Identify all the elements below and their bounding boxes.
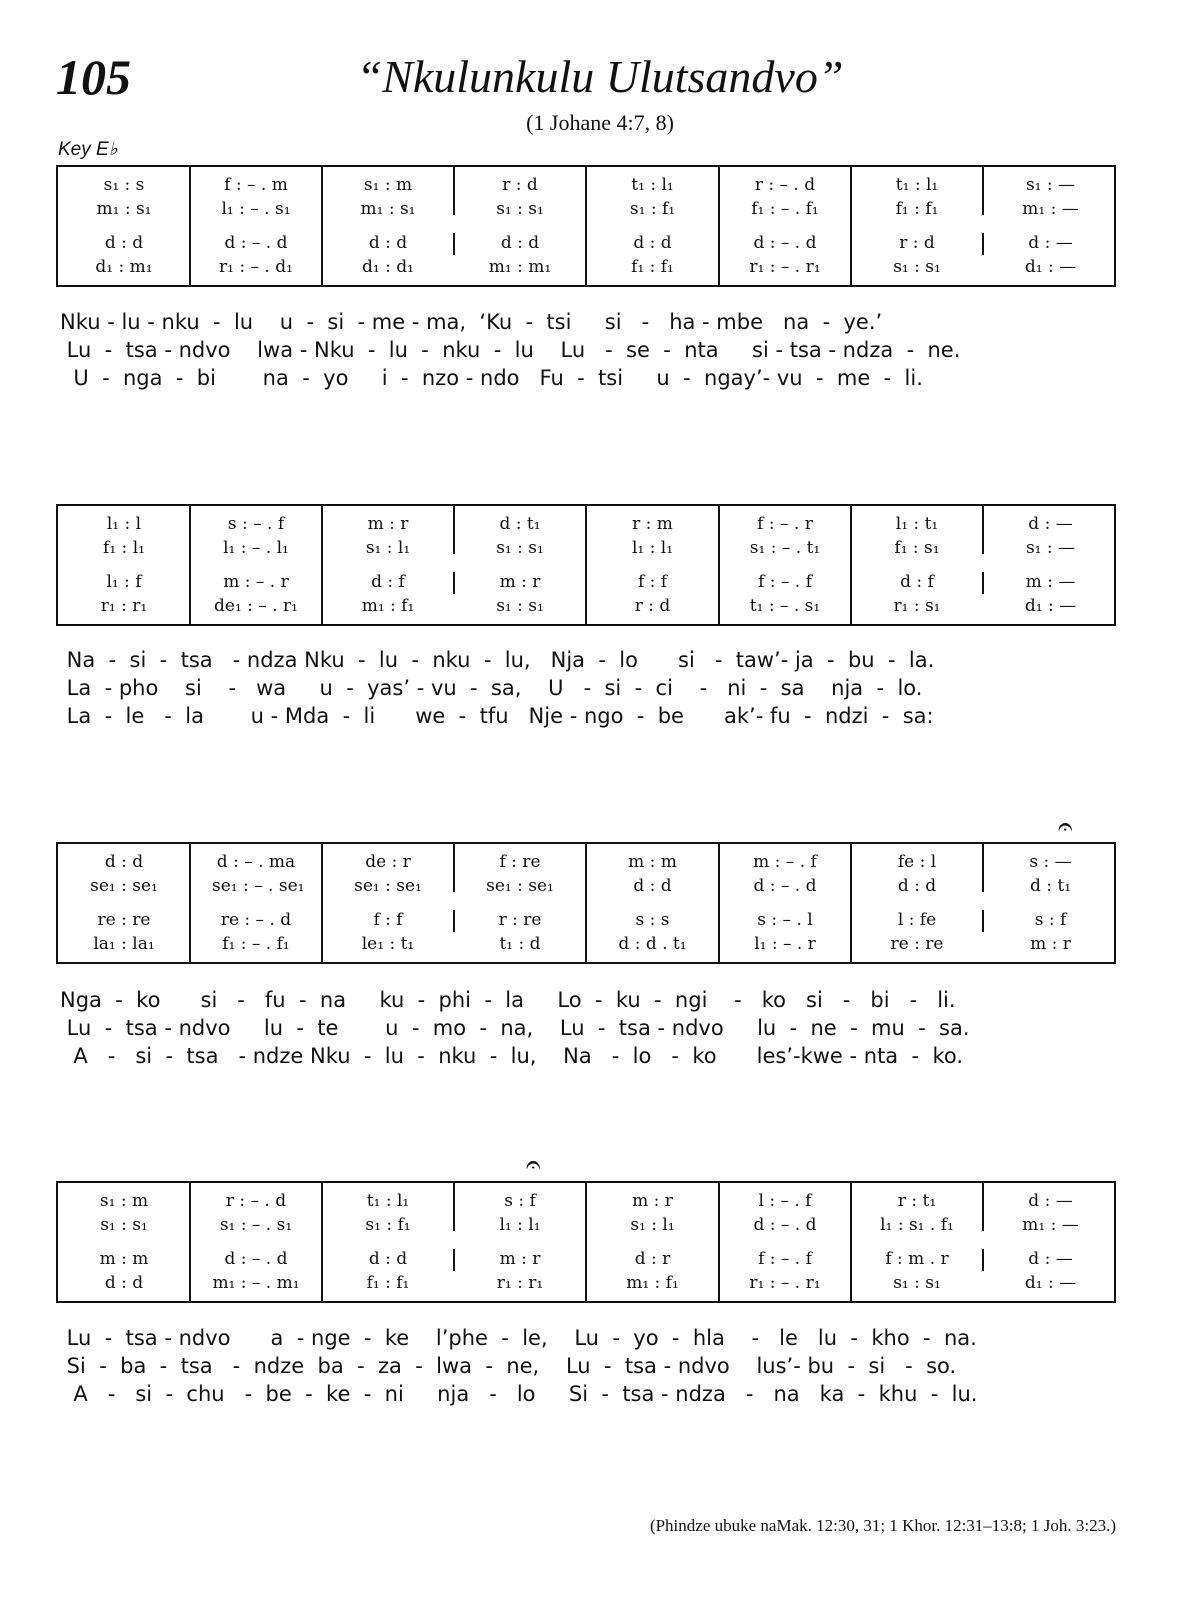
solfa-cell: l : fe — [897, 910, 937, 930]
solfa-cell: m : – . r — [223, 572, 289, 592]
solfa-cell: s₁ : — — [1025, 538, 1076, 558]
solfa-cell: s₁ : s₁ — [496, 596, 544, 616]
solfa-cell: s₁ : – . s₁ — [219, 1215, 293, 1235]
footnote: (Phindze ubuke naMak. 12:30, 31; 1 Khor. 12:31–13:8; 1 Joh. 3:23.) — [649, 1516, 1116, 1535]
solfa-cell: m : m — [628, 852, 677, 872]
solfa-cell: f₁ : – . f₁ — [222, 934, 290, 954]
solfa-cell: d : f — [900, 572, 934, 592]
solfa-cell: m₁ : f₁ — [626, 1273, 679, 1293]
scripture-reference: (1 Johane 4:7, 8) — [526, 110, 674, 135]
solfa-cell: s₁ : f₁ — [629, 199, 676, 219]
solfa-cell: re : – . d — [220, 910, 292, 930]
solfa-cell: m₁ : s₁ — [96, 199, 152, 219]
solfa-cell: d : – . d — [753, 233, 817, 253]
solfa-cell: d : t₁ — [499, 514, 541, 534]
solfa-cell: r₁ : – . r₁ — [749, 1273, 821, 1293]
solfa-cell: r₁ : r₁ — [100, 596, 148, 616]
solfa-cell: m : — — [1025, 572, 1076, 592]
music-system-3 — [56, 842, 1116, 964]
solfa-cell: m : r — [1030, 934, 1071, 954]
solfa-cell: s₁ : s — [103, 175, 145, 195]
solfa-cell: r : d — [634, 596, 671, 616]
barline-lower — [453, 910, 455, 932]
lyric-line: Si - ba - tsa - ndze ba - za - lwa - ne, Lu - tsa - ndvo lus’- bu - si - so. — [60, 1354, 957, 1378]
barline-lower — [982, 572, 984, 594]
solfa-cell: l₁ : l — [106, 514, 142, 534]
solfa-cell: f₁ : f₁ — [895, 199, 939, 219]
barline — [850, 506, 852, 624]
barline — [718, 506, 720, 624]
solfa-cell: la₁ : la₁ — [93, 934, 155, 954]
solfa-cell: se₁ : – . se₁ — [212, 876, 305, 896]
solfa-cell: le₁ : t₁ — [361, 934, 415, 954]
lyric-line: Nku - lu - nku - lu u - si - me - ma, ‘Ku - tsi si - ha - mbe na - ye.’ — [60, 310, 883, 334]
solfa-cell: r : t₁ — [897, 1191, 937, 1211]
solfa-cell: r : – . d — [225, 1191, 287, 1211]
solfa-cell: t₁ : – . s₁ — [749, 596, 821, 616]
solfa-cell: d : – . d — [753, 1215, 817, 1235]
lyric-line: U - nga - bi na - yo i - nzo - ndo Fu - tsi u - ngay’- vu - me - li. — [60, 366, 923, 390]
solfa-cell: s₁ : l₁ — [365, 538, 411, 558]
solfa-cell: de : r — [365, 852, 411, 872]
barline — [321, 167, 323, 285]
solfa-cell: de₁ : – . r₁ — [214, 596, 298, 616]
solfa-cell: t₁ : l₁ — [895, 175, 939, 195]
solfa-cell: l₁ : s₁ . f₁ — [880, 1215, 954, 1235]
solfa-cell: m₁ : — — [1022, 1215, 1079, 1235]
solfa-cell: r₁ : r₁ — [496, 1273, 544, 1293]
solfa-cell: s₁ : m — [99, 1191, 149, 1211]
solfa-cell: m : r — [499, 572, 541, 592]
solfa-cell: r₁ : – . r₁ — [749, 257, 821, 277]
solfa-cell: f : – . r — [757, 514, 813, 534]
solfa-cell: s₁ : s₁ — [100, 1215, 148, 1235]
solfa-cell: f : re — [499, 852, 541, 872]
solfa-cell: f : f — [637, 572, 668, 592]
solfa-cell: d : d . t₁ — [618, 934, 687, 954]
solfa-cell: l₁ : l₁ — [631, 538, 674, 558]
solfa-cell: s : – . f — [227, 514, 285, 534]
solfa-cell: l₁ : f — [106, 572, 142, 592]
barline — [585, 167, 587, 285]
solfa-cell: s : s — [635, 910, 670, 930]
solfa-cell: l : – . f — [758, 1191, 812, 1211]
solfa-cell: d : – . d — [224, 1249, 288, 1269]
solfa-cell: r : re — [498, 910, 542, 930]
barline — [189, 844, 191, 962]
barline — [189, 1183, 191, 1301]
solfa-cell: f : – . f — [758, 1249, 812, 1269]
fermata-icon: 𝄐 — [1058, 812, 1073, 842]
barline — [850, 1183, 852, 1301]
solfa-cell: f : – . m — [224, 175, 288, 195]
barline — [321, 506, 323, 624]
lyric-line: Lu - tsa - ndvo lwa - Nku - lu - nku - lu Lu - se - nta si - tsa - ndza - ne. — [60, 338, 961, 362]
barline — [982, 167, 984, 215]
barline-lower — [453, 572, 455, 594]
solfa-cell: d : — — [1028, 514, 1073, 534]
barline — [850, 844, 852, 962]
solfa-cell: f : – . f — [758, 572, 812, 592]
barline — [189, 506, 191, 624]
solfa-cell: d : — — [1028, 233, 1073, 253]
solfa-cell: l₁ : t₁ — [895, 514, 939, 534]
solfa-cell: m₁ : — — [1022, 199, 1079, 219]
barline — [453, 506, 455, 554]
solfa-cell: f₁ : – . f₁ — [751, 199, 819, 219]
solfa-cell: d : – . d — [753, 876, 817, 896]
solfa-cell: d₁ : m₁ — [95, 257, 153, 277]
solfa-cell: d : d — [633, 233, 672, 253]
solfa-cell: d : — — [1028, 1249, 1073, 1269]
solfa-cell: l₁ : – . l₁ — [223, 538, 289, 558]
barline — [453, 844, 455, 892]
hymn-title: “Nkulunkulu Ulutsandvo” — [356, 51, 844, 102]
solfa-cell: l₁ : l₁ — [499, 1215, 541, 1235]
solfa-cell: f : m . r — [885, 1249, 949, 1269]
solfa-cell: d : f — [371, 572, 405, 592]
solfa-cell: l₁ : – . s₁ — [221, 199, 291, 219]
solfa-cell: m : r — [499, 1249, 541, 1269]
barline — [850, 167, 852, 285]
barline — [453, 167, 455, 215]
solfa-cell: l₁ : – . r — [754, 934, 816, 954]
solfa-cell: d₁ : — — [1024, 1273, 1077, 1293]
solfa-cell: r : m — [632, 514, 673, 534]
solfa-cell: s₁ : l₁ — [630, 1215, 675, 1235]
solfa-cell: s : — — [1029, 852, 1072, 872]
solfa-cell: s₁ : — — [1025, 175, 1076, 195]
solfa-cell: d : d — [633, 876, 672, 896]
solfa-cell: se₁ : se₁ — [90, 876, 158, 896]
solfa-cell: t₁ : l₁ — [631, 175, 674, 195]
solfa-cell: f₁ : f₁ — [631, 257, 674, 277]
barline — [321, 1183, 323, 1301]
solfa-cell: m₁ : m₁ — [488, 257, 552, 277]
barline — [189, 167, 191, 285]
fermata-icon: 𝄐 — [526, 1150, 541, 1180]
solfa-cell: m₁ : – . m₁ — [212, 1273, 300, 1293]
lyric-line: Lu - tsa - ndvo lu - te u - mo - na, Lu - tsa - ndvo lu - ne - mu - sa. — [60, 1016, 970, 1040]
solfa-cell: r₁ : s₁ — [893, 596, 941, 616]
barline — [982, 1183, 984, 1231]
barline — [982, 506, 984, 554]
solfa-cell: s : f — [504, 1191, 536, 1211]
solfa-cell: s₁ : f₁ — [365, 1215, 411, 1235]
solfa-cell: f : f — [373, 910, 403, 930]
hymn-number: 105 — [56, 49, 131, 105]
solfa-cell: m₁ : s₁ — [360, 199, 416, 219]
solfa-cell: s : – . l — [757, 910, 813, 930]
solfa-cell: f₁ : f₁ — [366, 1273, 410, 1293]
solfa-cell: d : d — [368, 233, 408, 253]
solfa-cell: d₁ : — — [1024, 257, 1077, 277]
lyric-line: Na - si - tsa - ndza Nku - lu - nku - lu, Nja - lo si - taw’- ja - bu - la. — [60, 648, 935, 672]
solfa-cell: s₁ : m — [363, 175, 413, 195]
solfa-cell: d : d — [368, 1249, 408, 1269]
solfa-cell: d : d — [104, 233, 144, 253]
barline — [453, 1183, 455, 1231]
solfa-cell: f₁ : l₁ — [103, 538, 145, 558]
solfa-cell: s₁ : s₁ — [893, 1273, 941, 1293]
solfa-cell: re : re — [97, 910, 151, 930]
music-system-4 — [56, 1181, 1116, 1303]
barline-lower — [982, 1249, 984, 1271]
solfa-cell: t₁ : l₁ — [366, 1191, 410, 1211]
solfa-cell: m₁ : f₁ — [361, 596, 415, 616]
solfa-cell: m : r — [367, 514, 409, 534]
lyric-line: A - si - tsa - ndze Nku - lu - nku - lu, Na - lo - ko les’-kwe - nta - ko. — [60, 1044, 964, 1068]
solfa-cell: d : d — [104, 1273, 144, 1293]
solfa-cell: t₁ : d — [499, 934, 541, 954]
barline-lower — [453, 1249, 455, 1271]
solfa-cell: m : m — [99, 1249, 149, 1269]
key-signature: Key E♭ — [58, 139, 118, 160]
music-system-1 — [56, 165, 1116, 287]
lyric-line: Nga - ko si - fu - na ku - phi - la Lo - ku - ngi - ko si - bi - li. — [60, 988, 956, 1012]
solfa-cell: s₁ : s₁ — [496, 538, 544, 558]
solfa-cell: d : — — [1028, 1191, 1073, 1211]
barline-lower — [982, 233, 984, 255]
lyric-line: La - le - la u - Mda - li we - tfu Nje - ngo - be ak’- fu - ndzi - sa: — [60, 704, 934, 728]
solfa-cell: d₁ : — — [1024, 596, 1077, 616]
barline — [718, 1183, 720, 1301]
barline — [321, 844, 323, 962]
lyric-line: Lu - tsa - ndvo a - nge - ke l’phe - le, Lu - yo - hla - le lu - kho - na. — [60, 1326, 977, 1350]
solfa-cell: s₁ : s₁ — [496, 199, 544, 219]
solfa-cell: m : r — [632, 1191, 673, 1211]
solfa-cell: m : – . f — [753, 852, 817, 872]
solfa-cell: fe : l — [897, 852, 937, 872]
solfa-cell: d : – . ma — [216, 852, 296, 872]
music-system-2 — [56, 504, 1116, 626]
barline — [718, 844, 720, 962]
barline — [585, 506, 587, 624]
solfa-cell: d₁ : d₁ — [362, 257, 414, 277]
lyric-line: La - pho si - wa u - yas’ - vu - sa, U - si - ci - ni - sa nja - lo. — [60, 676, 923, 700]
barline-lower — [453, 233, 455, 255]
solfa-cell: se₁ : se₁ — [354, 876, 422, 896]
solfa-cell: d : r — [634, 1249, 671, 1269]
solfa-cell: d : d — [104, 852, 144, 872]
barline — [585, 844, 587, 962]
barline — [982, 844, 984, 892]
solfa-cell: d : t₁ — [1029, 876, 1072, 896]
barline — [718, 167, 720, 285]
solfa-cell: f₁ : s₁ — [894, 538, 940, 558]
solfa-cell: r : d — [899, 233, 935, 253]
solfa-cell: d : – . d — [224, 233, 288, 253]
solfa-cell: s₁ : – . t₁ — [749, 538, 821, 558]
solfa-cell: s : f — [1034, 910, 1067, 930]
solfa-cell: re : re — [890, 934, 944, 954]
solfa-cell: se₁ : se₁ — [486, 876, 554, 896]
barline — [585, 1183, 587, 1301]
barline-lower — [982, 910, 984, 932]
solfa-cell: r₁ : – . d₁ — [219, 257, 293, 277]
solfa-cell: d : d — [500, 233, 540, 253]
solfa-cell: s₁ : s₁ — [893, 257, 941, 277]
solfa-cell: r : d — [502, 175, 538, 195]
solfa-cell: d : d — [897, 876, 937, 896]
solfa-cell: r : – . d — [754, 175, 816, 195]
lyric-line: A - si - chu - be - ke - ni nja - lo Si - tsa - ndza - na ka - khu - lu. — [60, 1382, 978, 1406]
